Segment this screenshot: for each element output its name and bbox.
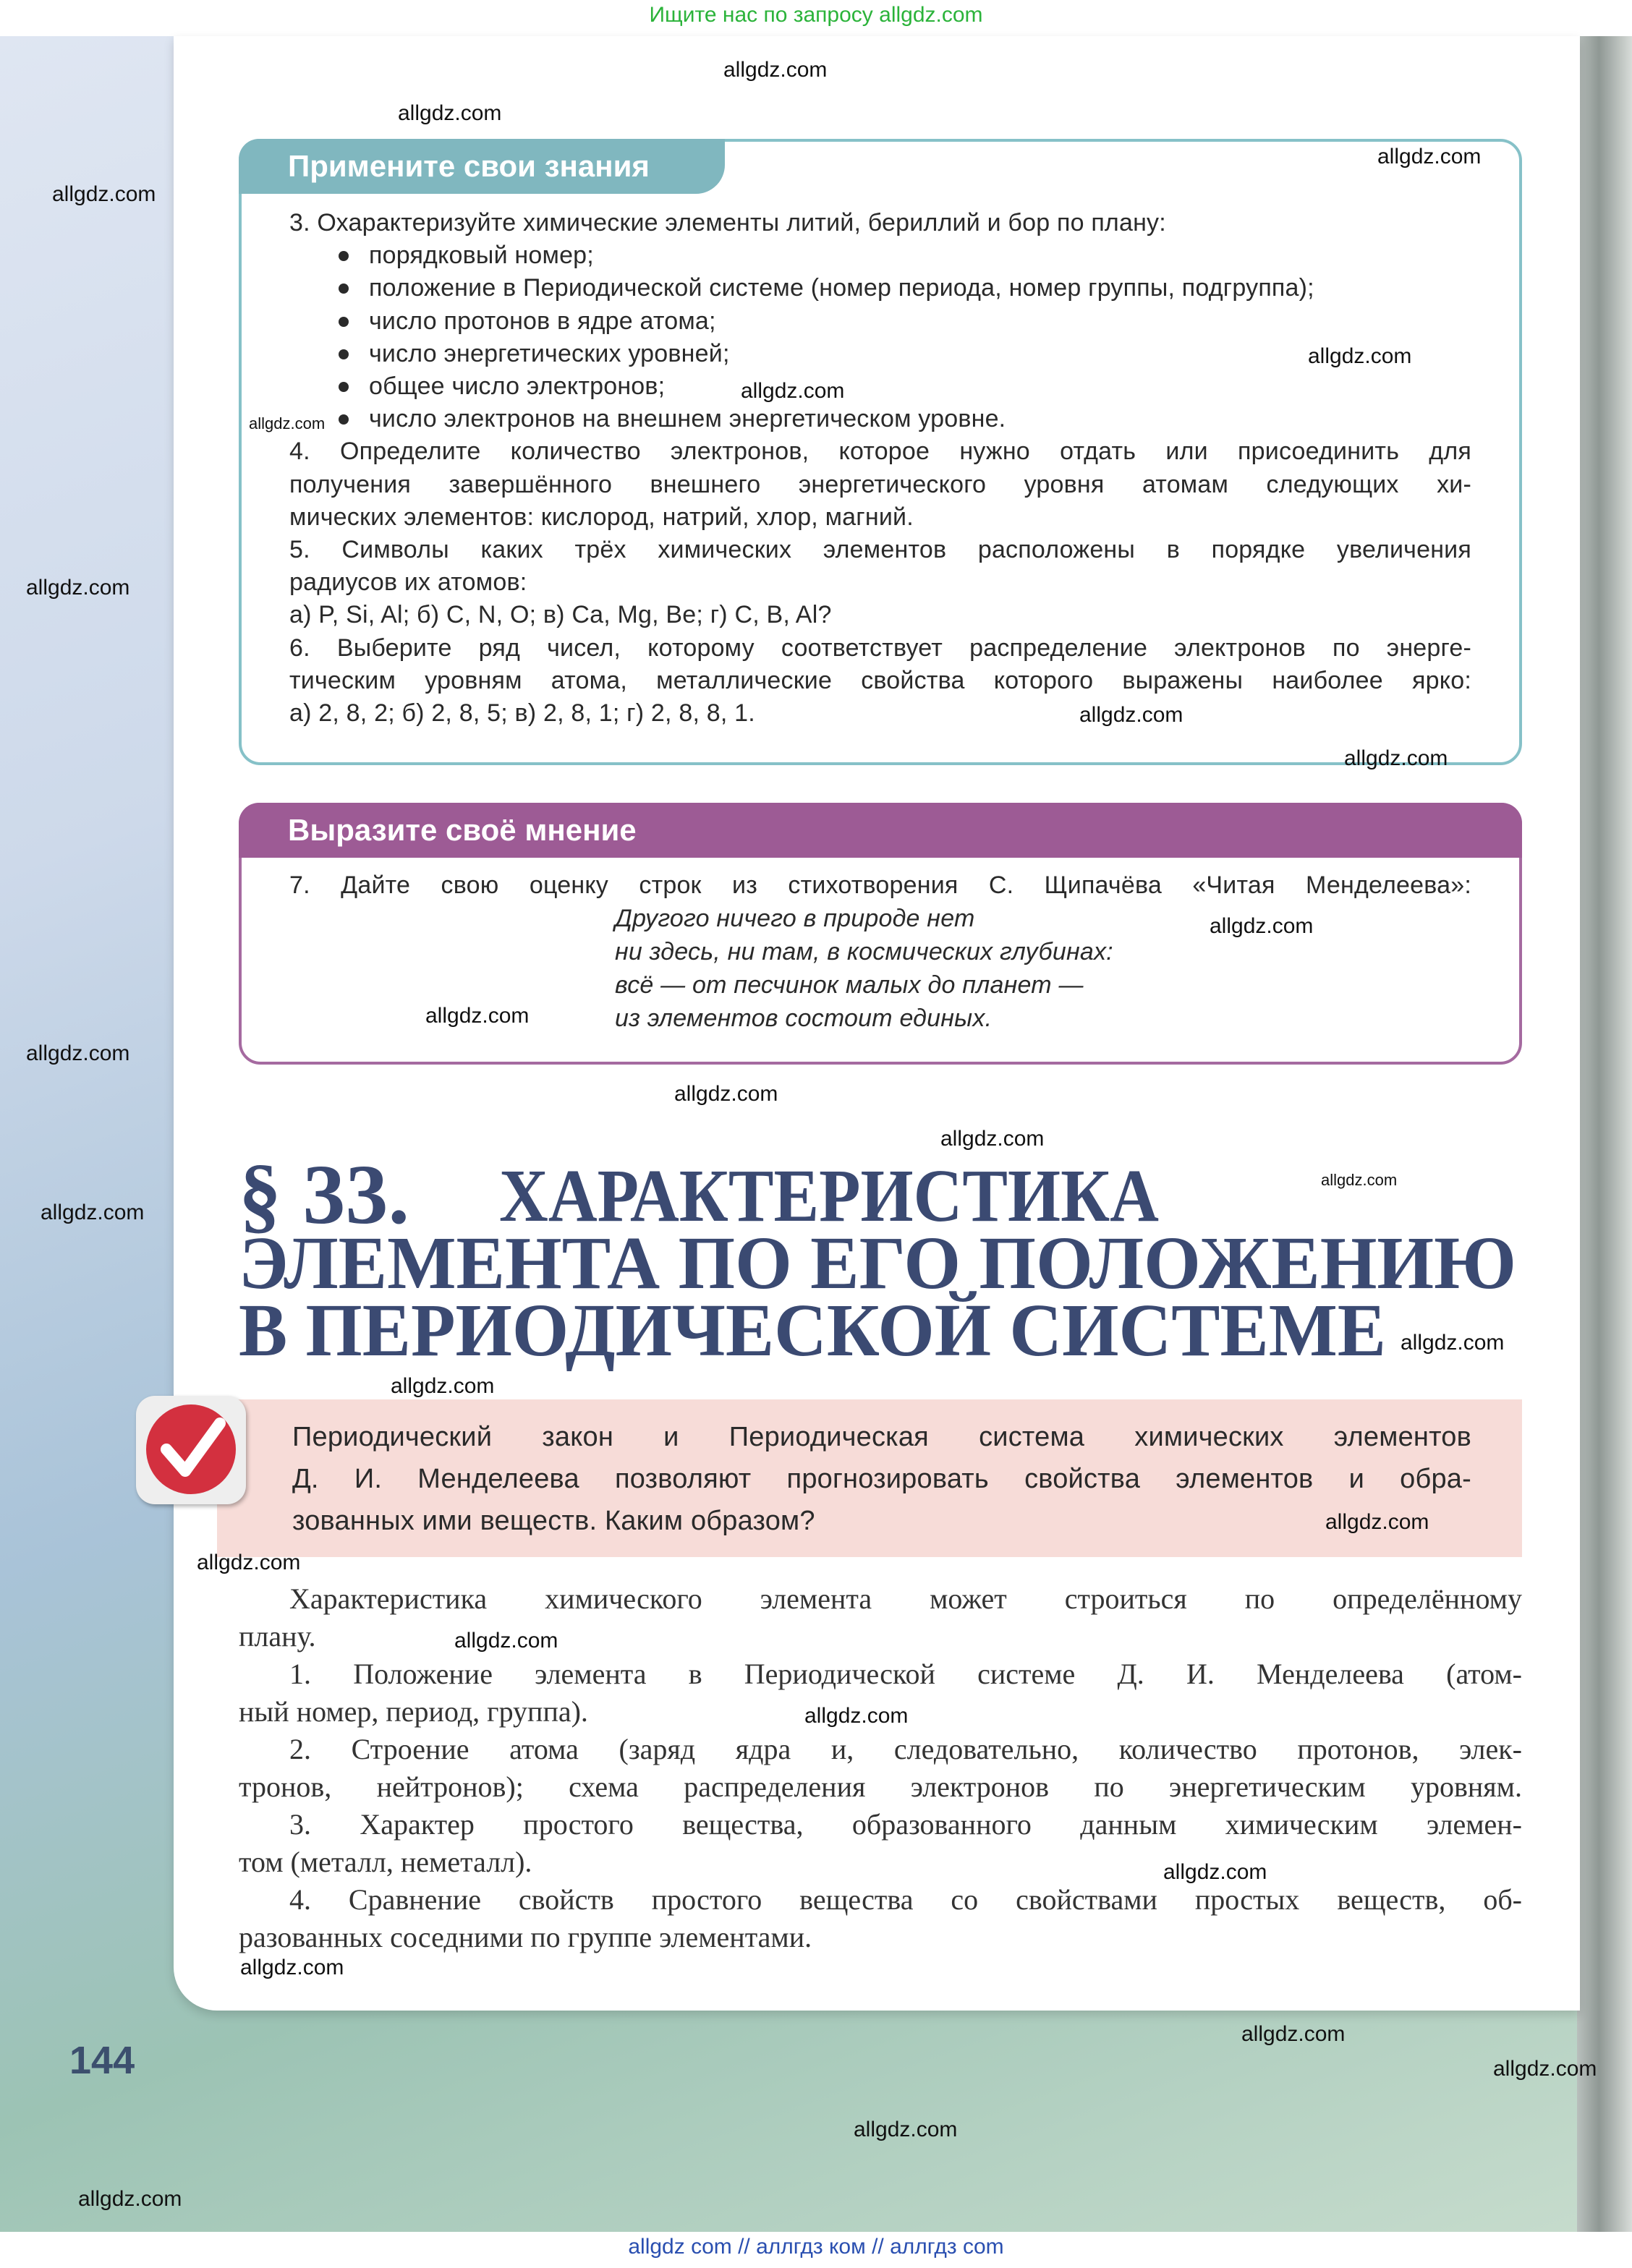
body-line: 1. Положение элемента в Периодической системе Д. И. Менделеева (атом- [289,1658,1522,1690]
task-line: 5. Символы каких трёх химических элементов расположены в порядке увеличения [289,536,1471,563]
intro-line: Периодический закон и Периодическая система химических элементов [292,1422,1471,1452]
watermark-link[interactable]: allgdz.com [1344,746,1448,770]
watermark-link[interactable]: allgdz.com [723,58,828,82]
top-banner[interactable]: Ищите нас по запросу allgdz.com [649,3,983,27]
watermark-link[interactable]: allgdz.com [454,1629,558,1653]
task-line: тическим уровням атома, металлические свойства которого выражены наиболее ярко: [289,666,1471,694]
body-line: Характеристика химического элемента может строиться по определённому [289,1582,1522,1615]
book-spine [1577,36,1632,2232]
watermark-link[interactable]: allgdz.com [197,1551,301,1574]
apply-knowledge-title: Примените свои знания [239,139,725,194]
watermark-link[interactable]: allgdz.com [1325,1510,1429,1534]
watermark-link[interactable]: allgdz.com [78,2187,182,2211]
task-line: мических элементов: кислород, натрий, хлор, магний. [289,503,914,531]
opinion-question: 7. Дайте свою оценку строк из стихотворения С. Щипачёва «Читая Менделеева»: [289,871,1471,899]
body-line: тронов, нейтронов); схема распределения электронов по энергетическим уровням. [239,1770,1522,1803]
poem-line: Другого ничего в природе нет [615,905,975,932]
watermark-link[interactable]: allgdz.com [1493,2057,1597,2081]
body-line: 2. Строение атома (заряд ядра и, следовательно, количество протонов, элек- [289,1733,1522,1765]
watermark-link[interactable]: allgdz.com [1241,2022,1346,2046]
watermark-link[interactable]: allgdz.com [674,1082,778,1106]
bullet-icon [339,317,349,327]
section-title-line: ХАРАКТЕРИСТИКА [499,1154,1159,1237]
bullet-item: порядковый номер; [369,242,594,270]
watermark-link[interactable]: allgdz.com [1210,914,1314,938]
watermark-link[interactable]: allgdz.com [1321,1171,1398,1189]
task-line: получения завершённого внешнего энергетического уровня атомам следующих хи- [289,470,1471,498]
watermark-link[interactable]: allgdz.com [1401,1331,1505,1355]
watermark-link[interactable]: allgdz.com [1163,1860,1267,1884]
watermark-link[interactable]: allgdz.com [26,576,130,600]
bullet-item: число протонов в ядре атома; [369,307,716,335]
watermark-link[interactable]: allgdz.com [26,1041,130,1065]
watermark-link[interactable]: allgdz.com [398,101,502,125]
section-title-line: ЭЛЕМЕНТА ПО ЕГО ПОЛОЖЕНИЮ [239,1222,1516,1305]
poem-line: из элементов состоит единых. [615,1005,993,1032]
checkmark-icon [136,1396,246,1504]
poem-line: ни здесь, ни там, в космических глубинах: [615,938,1113,965]
task-line: а) 2, 8, 2; б) 2, 8, 5; в) 2, 8, 1; г) 2, 8, 8, 1. [289,699,755,727]
body-line: 4. Сравнение свойств простого вещества со свойствами простых веществ, об- [289,1883,1522,1916]
bullet-icon [339,382,349,392]
poem-line: всё — от песчинок малых до планет — [615,971,1084,999]
body-line: том (металл, неметалл). [239,1846,532,1878]
bullet-item: число энергетических уровней; [369,339,730,367]
watermark-link[interactable]: allgdz.com [804,1704,909,1728]
task-line: 6. Выберите ряд чисел, которому соответствует распределение электронов по энерге- [289,634,1471,662]
bullet-item: общее число электронов; [369,372,666,400]
bullet-icon [339,349,349,359]
section-number: § 33. [239,1147,409,1242]
body-line: 3. Характер простого вещества, образованного данным химическим элемен- [289,1808,1522,1841]
body-line: разованных соседними по группе элементами. [239,1921,812,1953]
watermark-link[interactable]: allgdz.com [391,1374,495,1398]
watermark-link[interactable]: allgdz.com [854,2118,958,2141]
task-line: радиусов их атомов: [289,568,527,597]
watermark-link[interactable]: allgdz.com [940,1127,1045,1151]
watermark-link[interactable]: allgdz.com [1377,145,1482,169]
body-line: плану. [239,1620,316,1653]
intro-line: Д. И. Менделеева позволяют прогнозировать свойства элементов и обра- [292,1464,1471,1494]
body-line: ный номер, период, группа). [239,1695,588,1728]
task-line: 3. Охарактеризуйте химические элементы литий, бериллий и бор по плану: [289,209,1166,236]
opinion-title: Выразите своё мнение [239,803,1522,858]
bullet-item: положение в Периодической системе (номер периода, номер группы, подгруппа); [369,274,1314,302]
task-line: 4. Определите количество электронов, которое нужно отдать или присоединить для [289,438,1471,466]
watermark-link[interactable]: allgdz.com [41,1201,145,1224]
watermark-link[interactable]: allgdz.com [1079,703,1183,727]
watermark-link[interactable]: allgdz.com [240,1956,344,1979]
watermark-link[interactable]: allgdz.com [425,1004,530,1028]
section-title-line: В ПЕРИОДИЧЕСКОЙ СИСТЕМЕ [239,1289,1386,1372]
task-line: а) P, Si, Al; б) C, N, O; в) Ca, Mg, Be; г) C, B, Al? [289,601,832,629]
watermark-link[interactable]: allgdz.com [52,182,156,206]
watermark-link[interactable]: allgdz.com [741,379,845,403]
bullet-item: число электронов на внешнем энергетическом уровне. [369,405,1006,433]
bottom-banner[interactable]: allgdz com // аллгдз ком // аллгдз com [628,2235,1004,2259]
page-number: 144 [69,2039,135,2082]
watermark-link[interactable]: allgdz.com [249,414,326,432]
watermark-link[interactable]: allgdz.com [1308,344,1412,368]
intro-line: зованных ими веществ. Каким образом? [292,1506,815,1536]
